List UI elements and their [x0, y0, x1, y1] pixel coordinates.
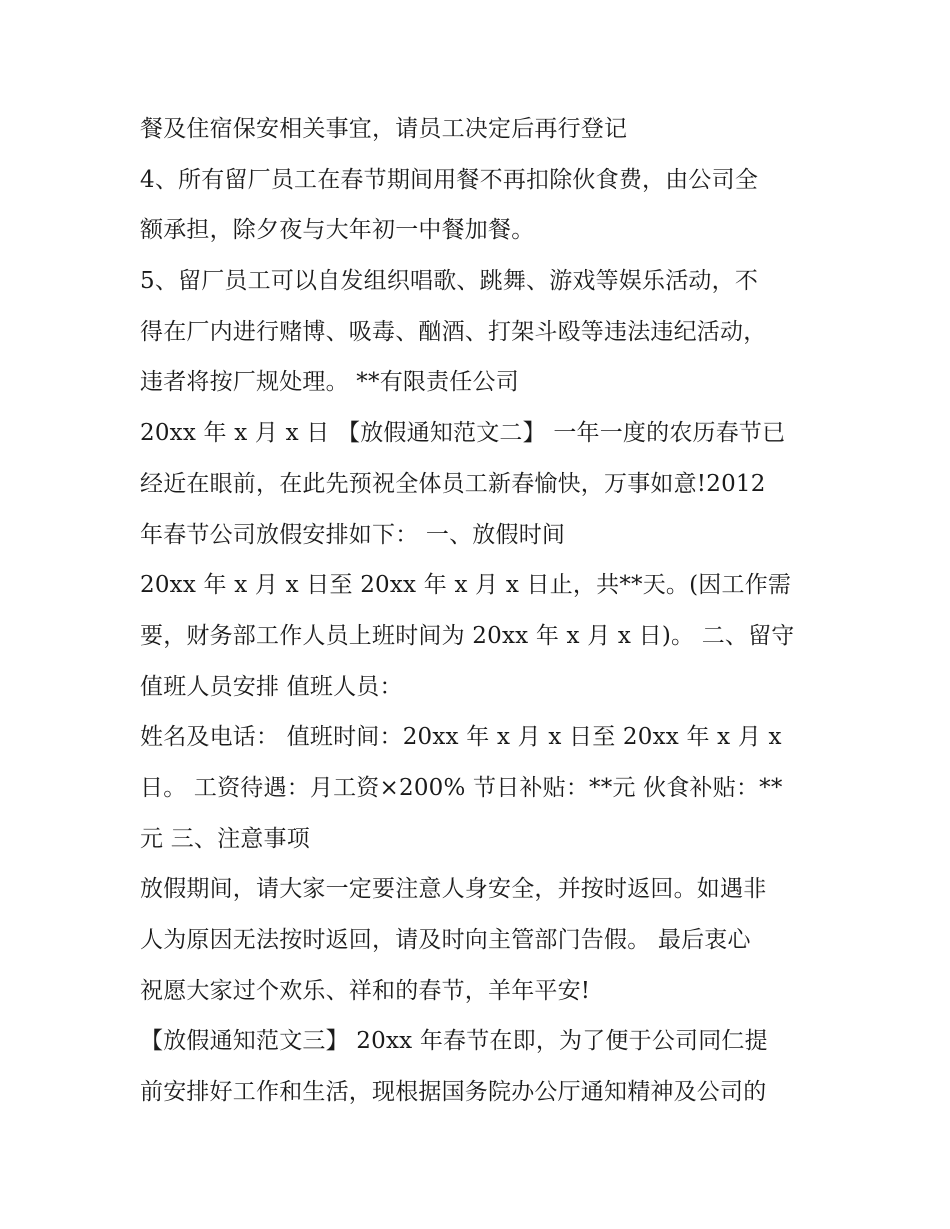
text-line: 祝愿大家过个欢乐、祥和的春节，羊年平安! — [140, 977, 591, 1004]
text-line: 日。 工资待遇：月工资×200% 节日补贴：**元 伙食补贴：** — [140, 774, 783, 801]
text-line: 得在厂内进行赌博、吸毒、酗酒、打架斗殴等违法违纪活动， — [140, 318, 767, 345]
text-line: 经近在眼前，在此先预祝全体员工新春愉快，万事如意!2012 — [140, 470, 766, 497]
text-line: 年春节公司放假安排如下： 一、放假时间 — [140, 521, 566, 548]
text-line: 【放假通知范文三】 20xx 年春节在即，为了便于公司同仁提 — [140, 1028, 768, 1055]
text-line: 20xx 年 x 月 x 日至 20xx 年 x 月 x 日止，共**天。(因工作需 — [140, 572, 792, 599]
text-line: 4、所有留厂员工在春节期间用餐不再扣除伙食费，由公司全 — [140, 166, 759, 193]
text-line: 额承担，除夕夜与大年初一中餐加餐。 — [140, 217, 535, 244]
text-line: 值班人员安排 值班人员： — [140, 673, 403, 700]
text-line: 前安排好工作和生活，现根据国务院办公厅通知精神及公司的 — [140, 1079, 767, 1106]
text-line: 放假期间，请大家一定要注意人身安全，并按时返回。如遇非 — [140, 876, 767, 903]
text-line: 要，财务部工作人员上班时间为 20xx 年 x 月 x 日)。 二、留守 — [140, 622, 795, 649]
text-line: 20xx 年 x 月 x 日 【放假通知范文二】 一年一度的农历春节已 — [140, 420, 786, 447]
text-line: 姓名及电话： 值班时间：20xx 年 x 月 x 日至 20xx 年 x 月 x — [140, 724, 782, 751]
text-line: 元 三、注意事项 — [140, 825, 310, 852]
text-line: 5、留厂员工可以自发组织唱歌、跳舞、游戏等娱乐活动，不 — [140, 268, 759, 295]
document-body — [140, 104, 830, 1118]
text-line: 违者将按厂规处理。 **有限责任公司 — [140, 369, 519, 396]
text-line: 餐及住宿保安相关事宜，请员工决定后再行登记 — [140, 116, 628, 142]
text-line: 人为原因无法按时返回，请及时向主管部门告假。 最后衷心 — [140, 927, 751, 953]
